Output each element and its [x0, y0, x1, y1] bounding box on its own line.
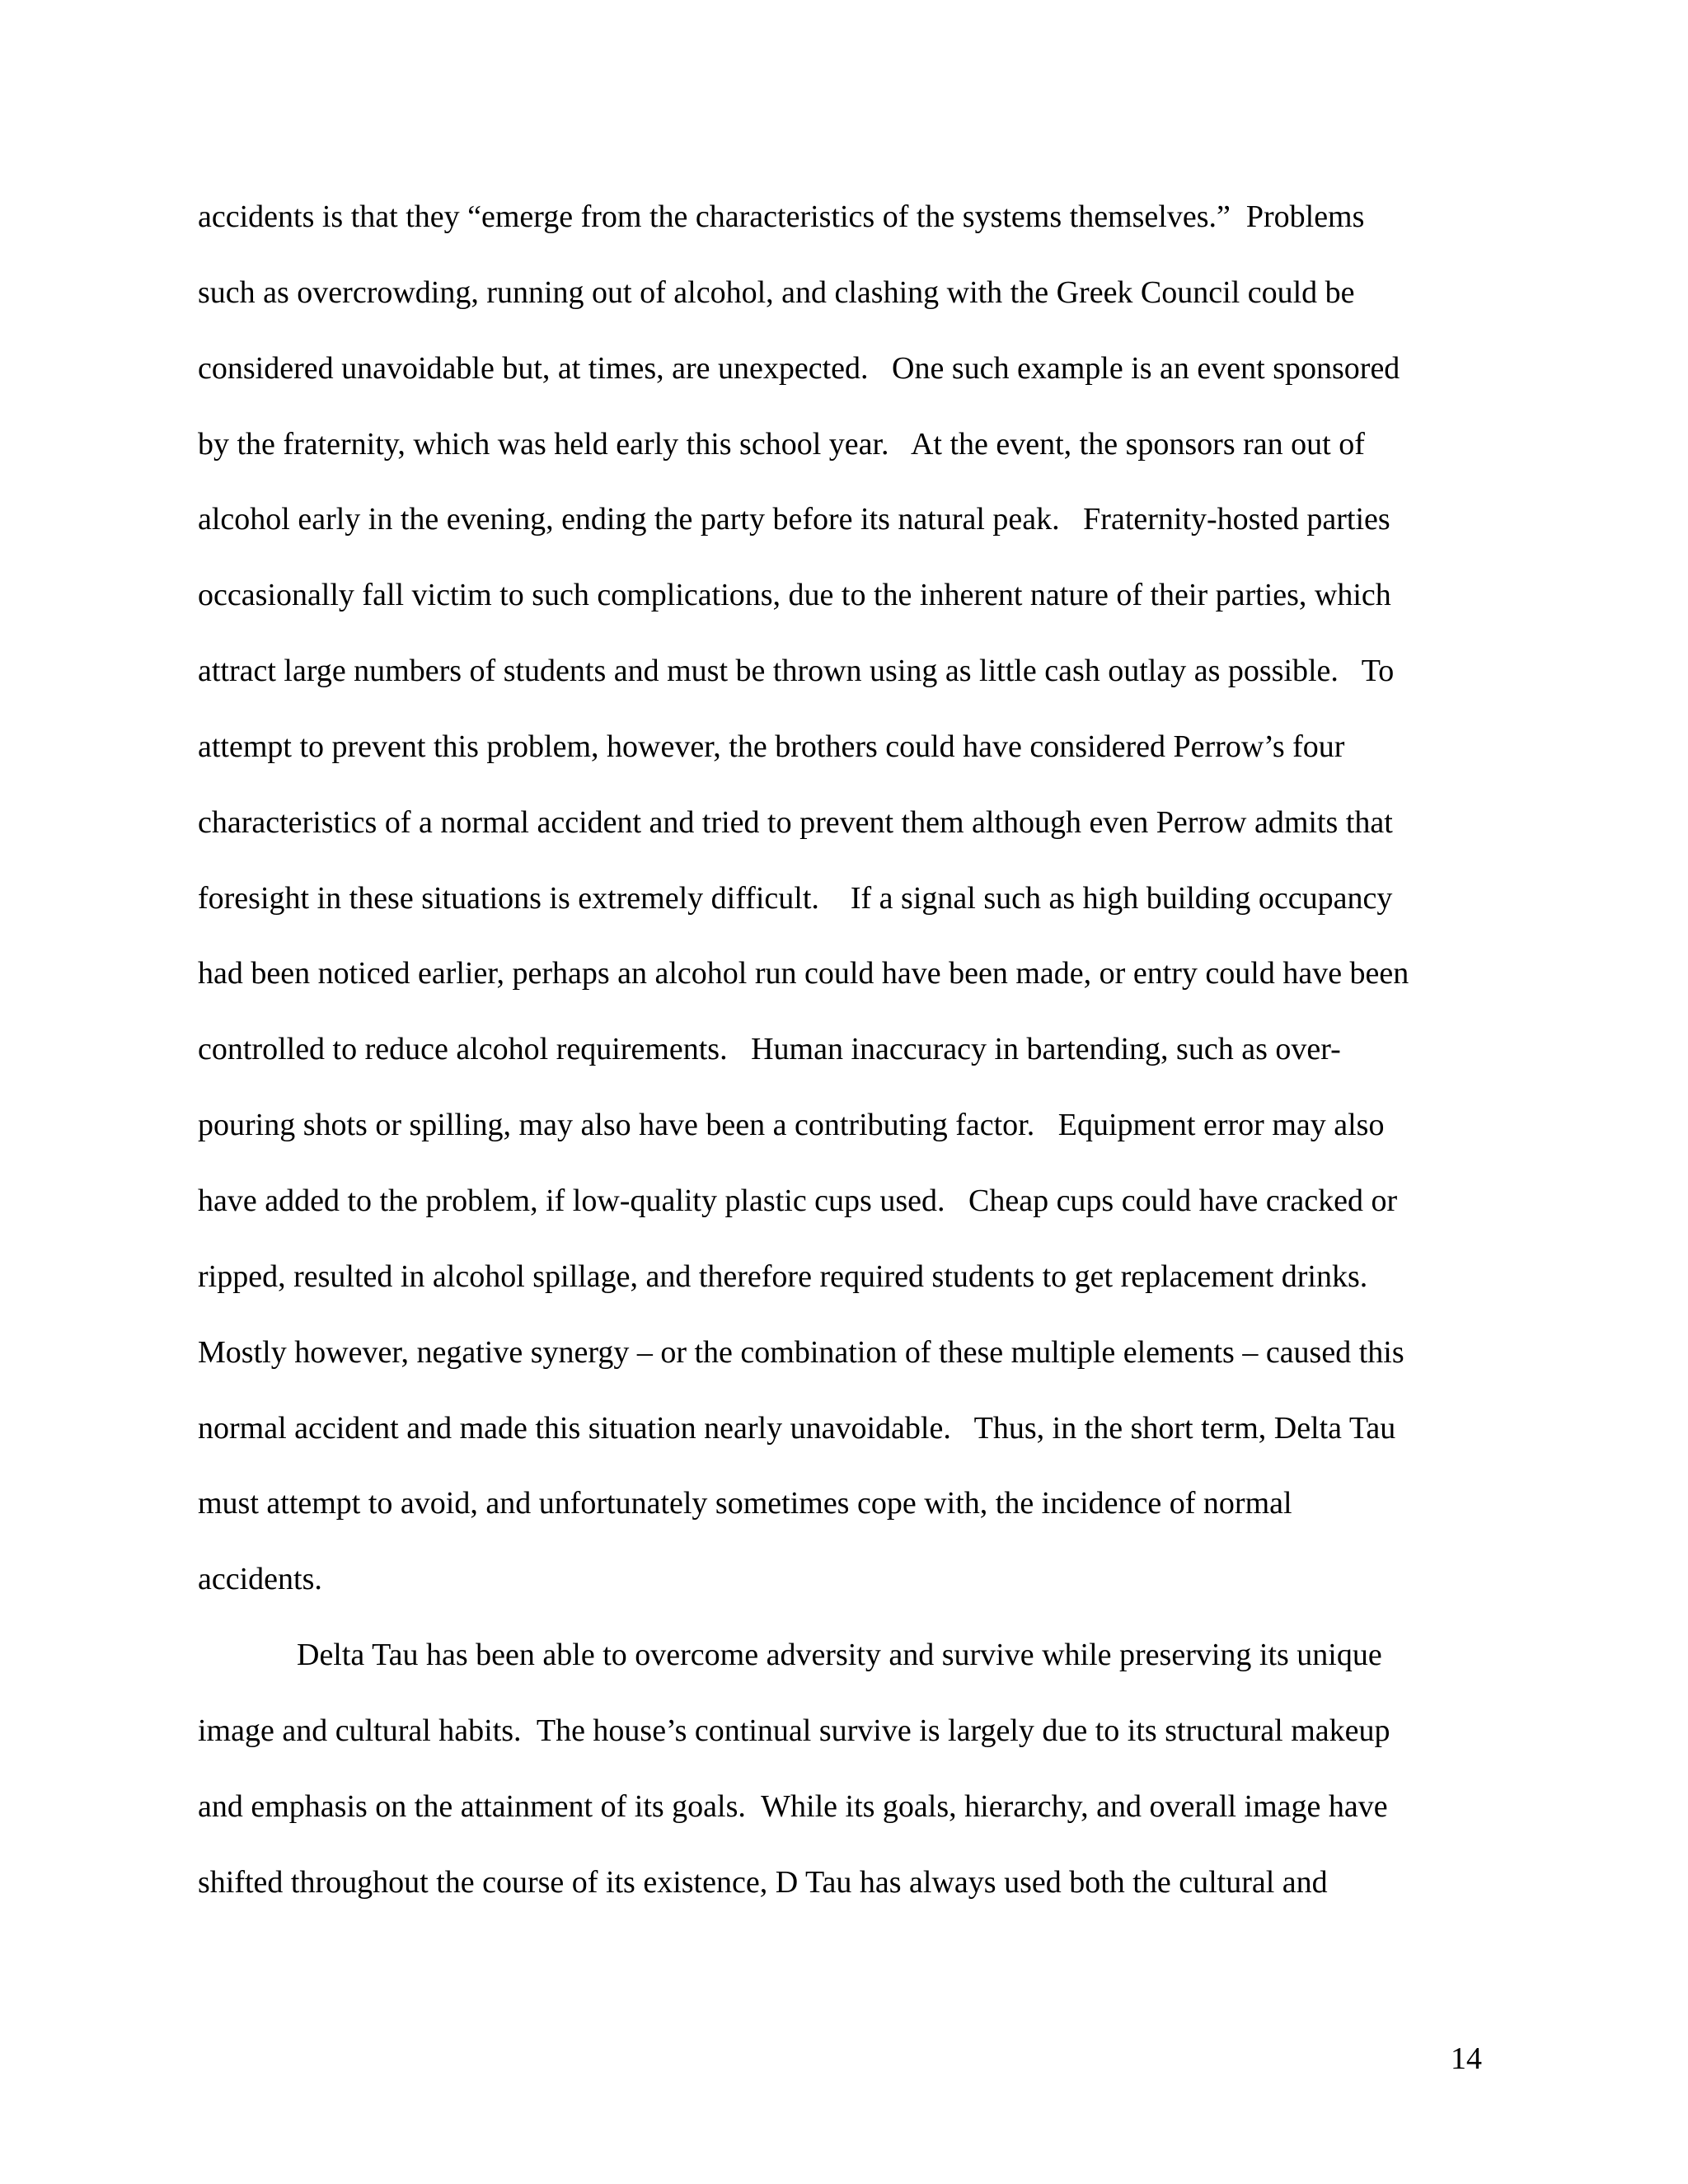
text-line: occasionally fall victim to such complications, due to the inherent nature of their parties, which — [198, 578, 1391, 613]
text-line: shifted throughout the course of its existence, D Tau has always used both the cultural and — [198, 1864, 1328, 1900]
page-number: 14 — [1451, 2041, 1482, 2076]
text-line: controlled to reduce alcohol requirements. Human inaccuracy in bartending, such as over- — [198, 1032, 1341, 1067]
text-line: foresight in these situations is extremely difficult. If a signal such as high building occupancy — [198, 880, 1393, 916]
text-line: such as overcrowding, running out of alcohol, and clashing with the Greek Council could be — [198, 274, 1355, 310]
text-line: have added to the problem, if low-quality plastic cups used. Cheap cups could have cracked or — [198, 1183, 1398, 1218]
text-line: accidents is that they “emerge from the characteristics of the systems themselves.” Problems — [198, 199, 1365, 234]
body-text — [198, 192, 1496, 1933]
text-line: Mostly however, negative synergy – or the combination of these multiple elements – caused this — [198, 1334, 1404, 1370]
text-line: had been noticed earlier, perhaps an alcohol run could have been made, or entry could have been — [198, 956, 1409, 991]
text-line: image and cultural habits. The house’s continual survive is largely due to its structural makeup — [198, 1713, 1390, 1748]
text-line: must attempt to avoid, and unfortunately sometimes cope with, the incidence of normal — [198, 1486, 1292, 1521]
text-line: by the fraternity, which was held early this school year. At the event, the sponsors ran out of — [198, 426, 1365, 462]
text-line: pouring shots or spilling, may also have been a contributing factor. Equipment error may also — [198, 1108, 1385, 1143]
text-line: ripped, resulted in alcohol spillage, and therefore required students to get replacement drinks. — [198, 1258, 1368, 1294]
text-line: characteristics of a normal accident and tried to prevent them although even Perrow admits that — [198, 804, 1393, 840]
text-line: and emphasis on the attainment of its goals. While its goals, hierarchy, and overall image have — [198, 1788, 1388, 1824]
text-line: attract large numbers of students and must be thrown using as little cash outlay as possible. To — [198, 654, 1395, 689]
text-line: considered unavoidable but, at times, are unexpected. One such example is an event sponsored — [198, 350, 1400, 386]
text-line: normal accident and made this situation nearly unavoidable. Thus, in the short term, Delta Tau — [198, 1410, 1396, 1446]
text-line: alcohol early in the evening, ending the party before its natural peak. Fraternity-hosted parties — [198, 502, 1390, 537]
text-line: attempt to prevent this problem, however, the brothers could have considered Perrow’s four — [198, 729, 1345, 764]
text-line: accidents. — [198, 1562, 322, 1597]
paragraph-first-line: Delta Tau has been able to overcome adversity and survive while preserving its unique — [297, 1638, 1382, 1673]
